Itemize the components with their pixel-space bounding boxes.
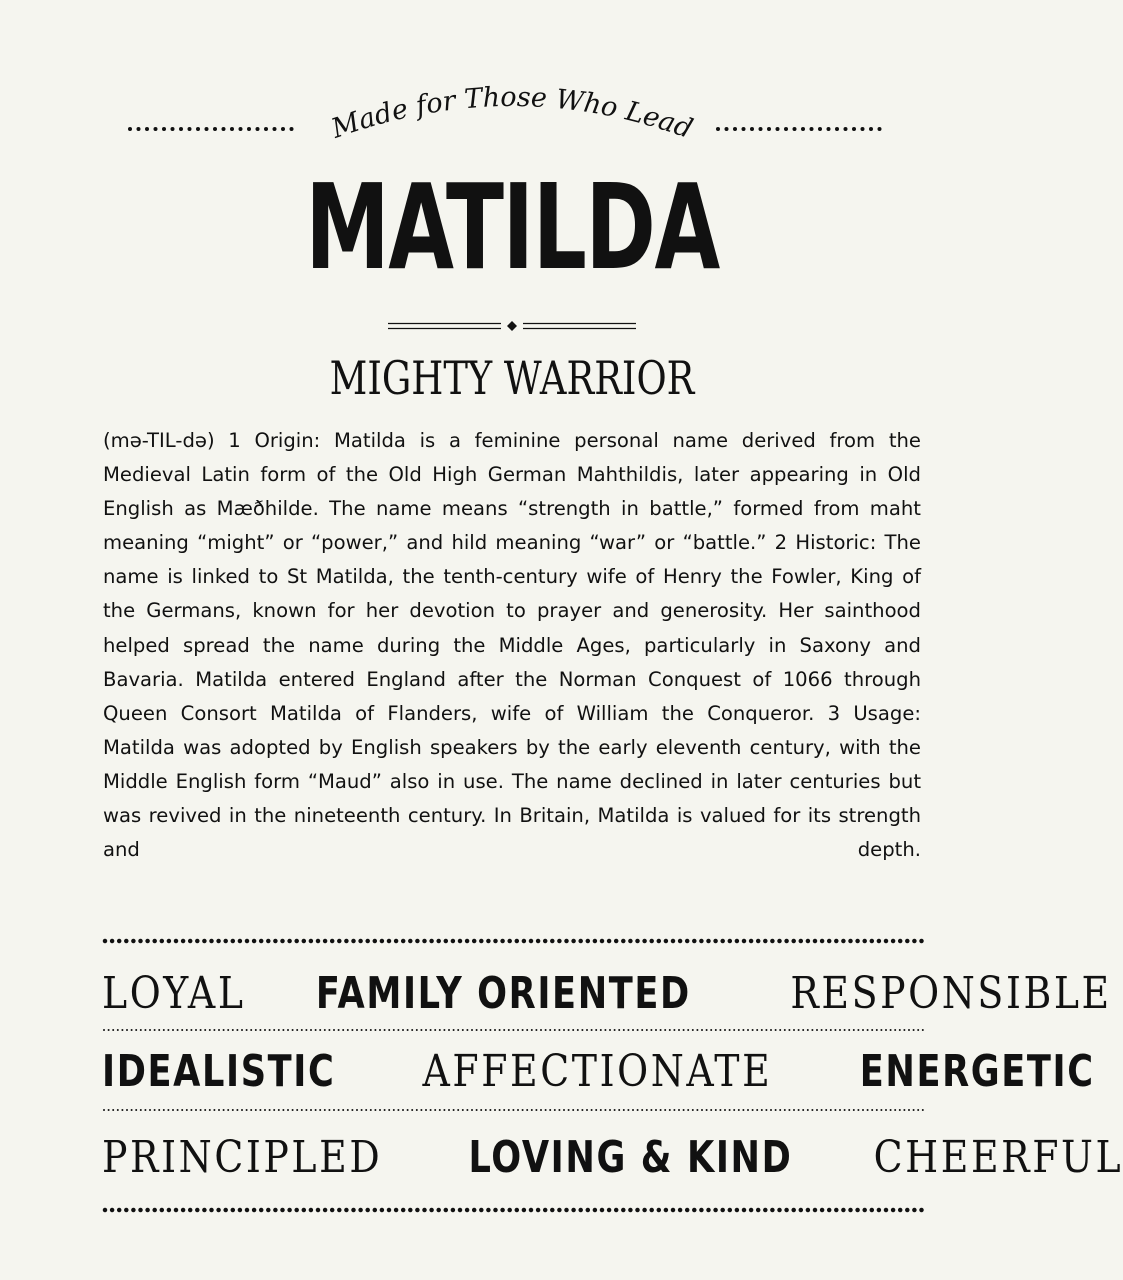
name-title: MATILDA bbox=[305, 158, 719, 296]
trait-principled: PRINCIPLED bbox=[102, 1132, 383, 1183]
name-meaning: MIGHTY WARRIOR bbox=[329, 351, 695, 405]
dotted-rule-left bbox=[127, 123, 299, 135]
tagline-text bbox=[327, 82, 697, 145]
trait-energetic: ENERGETIC bbox=[859, 1046, 1095, 1097]
trait-row-3 bbox=[102, 1130, 1123, 1186]
trait-loving-and-kind: LOVING & KIND bbox=[468, 1132, 793, 1183]
trait-loyal: LOYAL bbox=[102, 968, 246, 1019]
tagline-arc bbox=[320, 78, 704, 148]
dotted-separator-heavy-top bbox=[102, 934, 926, 948]
dotted-separator-light-1 bbox=[102, 1026, 926, 1034]
trait-affectionate: AFFECTIONATE bbox=[422, 1046, 773, 1097]
dotted-rule-right bbox=[715, 123, 887, 135]
trait-family-oriented: FAMILY ORIENTED bbox=[315, 968, 691, 1019]
trait-row-2 bbox=[102, 1044, 1095, 1100]
trait-row-1 bbox=[102, 966, 1112, 1022]
diamond-divider bbox=[388, 318, 636, 334]
tagline: Made for Those Who Lead bbox=[327, 81, 697, 145]
trait-cheerful: CHEERFUL bbox=[873, 1132, 1123, 1183]
name-description: (mə-TIL-də) 1 Origin: Matilda is a feminine personal name derived from the Medieval Latin form of the Old High German Mahthildis, later appearing in Old English as Mæðhilde. The name means “strength in battle,” formed from maht meaning “might” or “power,” and hild meaning “war” or “battle.” 2 Historic: The name is linked to St Matilda, the tenth-century wife of Henry the Fowler, King of the Germans, known for her devotion to prayer and generosity. Her sainthood helped spread the name during the Middle Ages, particularly in Saxony and Bavaria. Matilda entered England after the Norman Conquest of 1066 through Queen Consort Matilda of Flanders, wife of William the Conqueror. 3 Usage: Matilda was adopted by English speakers by the early eleventh century, with the Middle English form “Maud” also in use. The name declined in later centuries but was revived in the nineteenth century. In Britain, Matilda is valued for its strength and depth. bbox=[103, 429, 921, 862]
dotted-separator-light-2 bbox=[102, 1106, 926, 1114]
trait-responsible: RESPONSIBLE bbox=[789, 968, 1112, 1019]
dotted-separator-heavy-bottom bbox=[102, 1203, 926, 1217]
trait-idealistic: IDEALISTIC bbox=[102, 1046, 336, 1097]
